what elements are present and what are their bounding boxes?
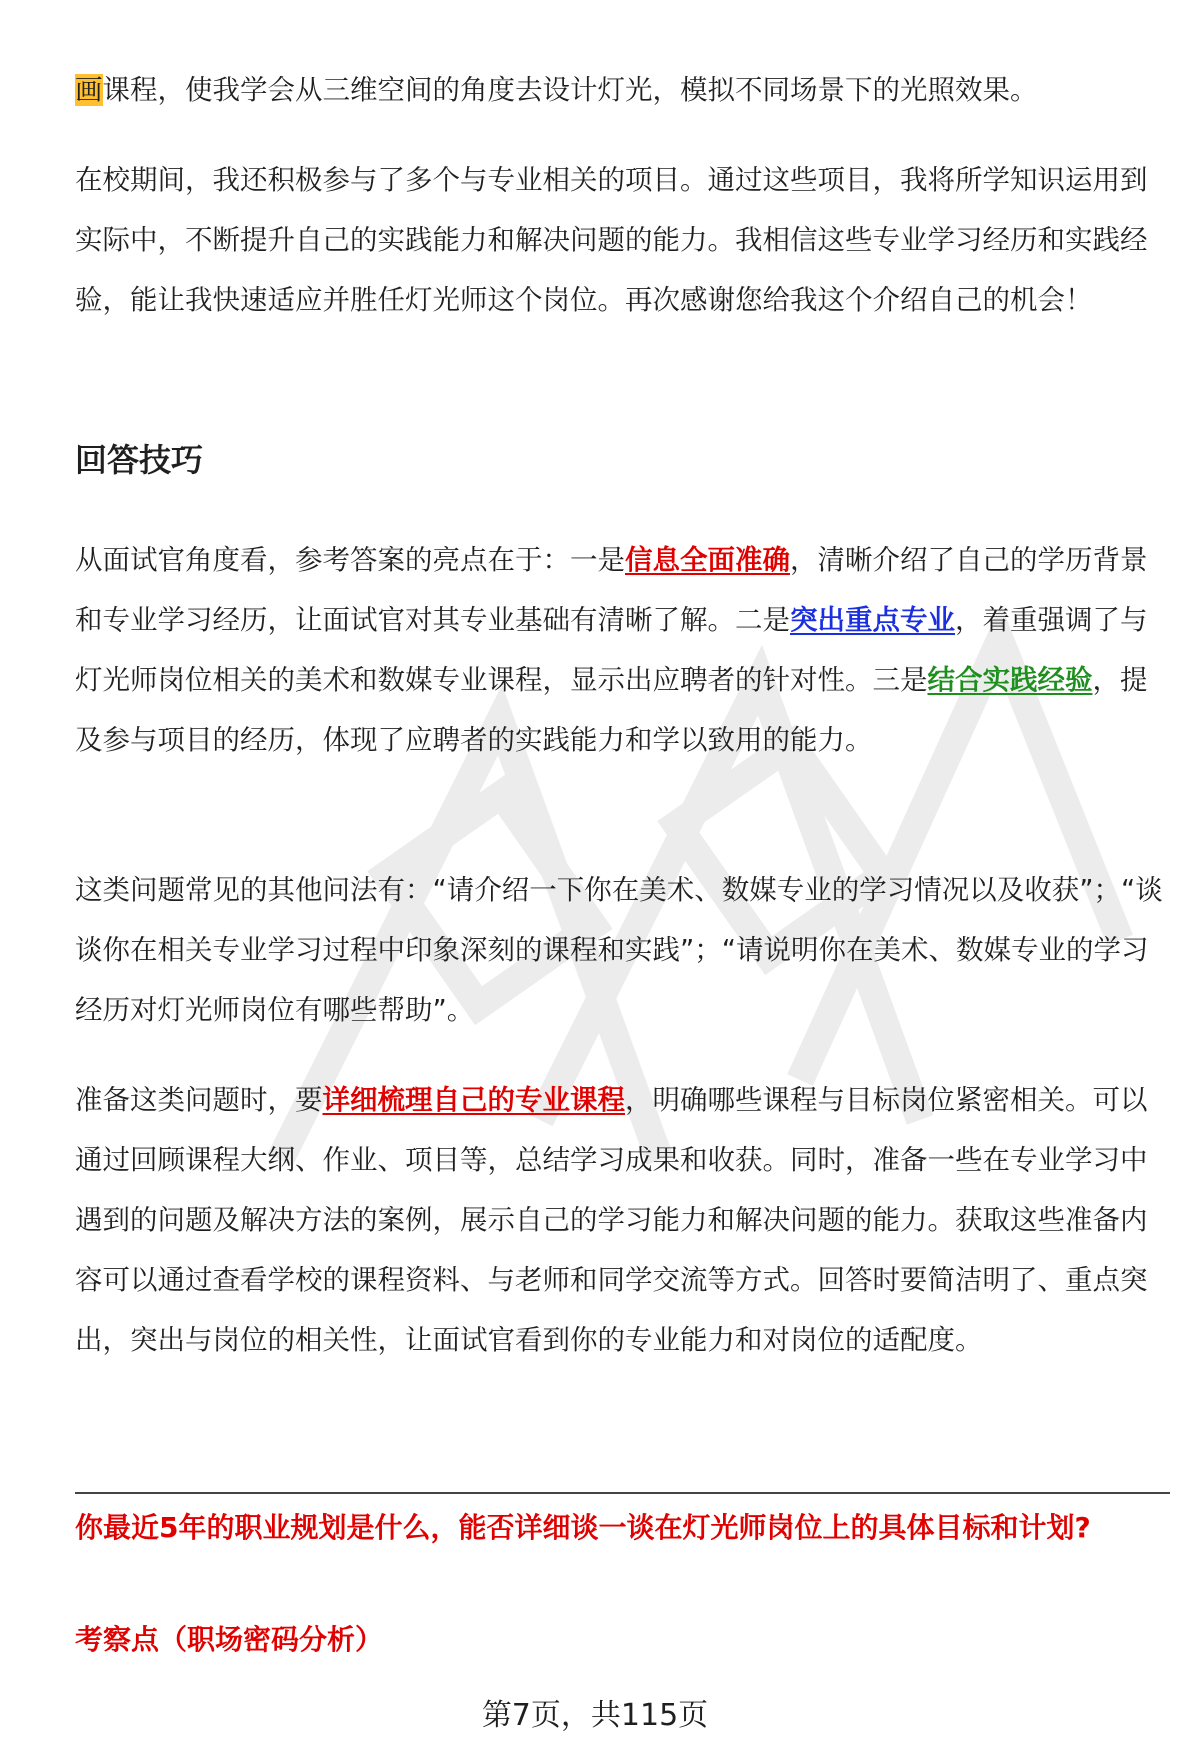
keyword-red: 信息全面准确 [625,544,790,576]
section-heading: 回答技巧 [75,441,204,479]
keyword-blue: 突出重点专业 [790,604,955,636]
paragraph-other-questions: 这类问题常见的其他问法有：“请介绍一下你在美术、数媒专业的学习情况以及收获”；“谈谈你在相关专业学习过程中印象深刻的课程和实践”；“请说明你在美术、数媒专业的学习经历对灯光师岗位有哪些帮助”。 [75,874,1163,1026]
paragraph-highlights [75,530,1165,770]
paragraph-text: ，提及参与项目的经历，体现了应聘者的实践能力和学以致用的能力。 [75,664,1148,756]
paragraph-projects: 在校期间，我还积极参与了多个与专业相关的项目。通过这些项目，我将所学知识运用到实际中，不断提升自己的实践能力和解决问题的能力。我相信这些专业学习经历和实践经验，能让我快速适应并胜任灯光师这个岗位。再次感谢您给我这个介绍自己的机会！ [75,164,1148,316]
paragraph-text: 课程，使我学会从三维空间的角度去设计灯光，模拟不同场景下的光照效果。 [102,74,1038,106]
question-title: 你最近5年的职业规划是什么，能否详细谈一谈在灯光师岗位上的具体目标和计划? [75,1511,1091,1544]
section-divider [75,1492,1170,1494]
paragraph-text: 从面试官角度看，参考答案的亮点在于：一是 [75,544,625,576]
paragraph-text: ，着重强调了与灯光师岗位相关的美术和数媒专业课程，显示出应聘者的针对性。三是 [75,604,1148,696]
keyword-green: 结合实践经验 [927,664,1093,696]
highlighted-text: 画 [75,74,103,106]
paragraph-text: 准备这类问题时，要 [75,1084,323,1116]
paragraph-text: ，清晰介绍了自己的学历背景和专业学习经历，让面试官对其专业基础有清晰了解。二是 [75,544,1148,636]
analysis-label: 考察点（职场密码分析） [75,1623,384,1656]
paragraph-text: ，明确哪些课程与目标岗位紧密相关。可以通过回顾课程大纲、作业、项目等，总结学习成果和收获。同时，准备一些在专业学习中遇到的问题及解决方法的案例，展示自己的学习能力和解决问题的能力。获取这些准备内容可以通过查看学校的课程资料、与老师和同学交流等方式。回答时要简洁明了、重点突出，突出与岗位的相关性，让面试官看到你的专业能力和对岗位的适配度。 [75,1084,1148,1356]
paragraph-intro-end [75,60,1165,120]
keyword-red: 详细梳理自己的专业课程 [322,1084,625,1116]
paragraph-preparation [75,1070,1165,1370]
page-number: 第7页，共115页 [481,1698,709,1733]
